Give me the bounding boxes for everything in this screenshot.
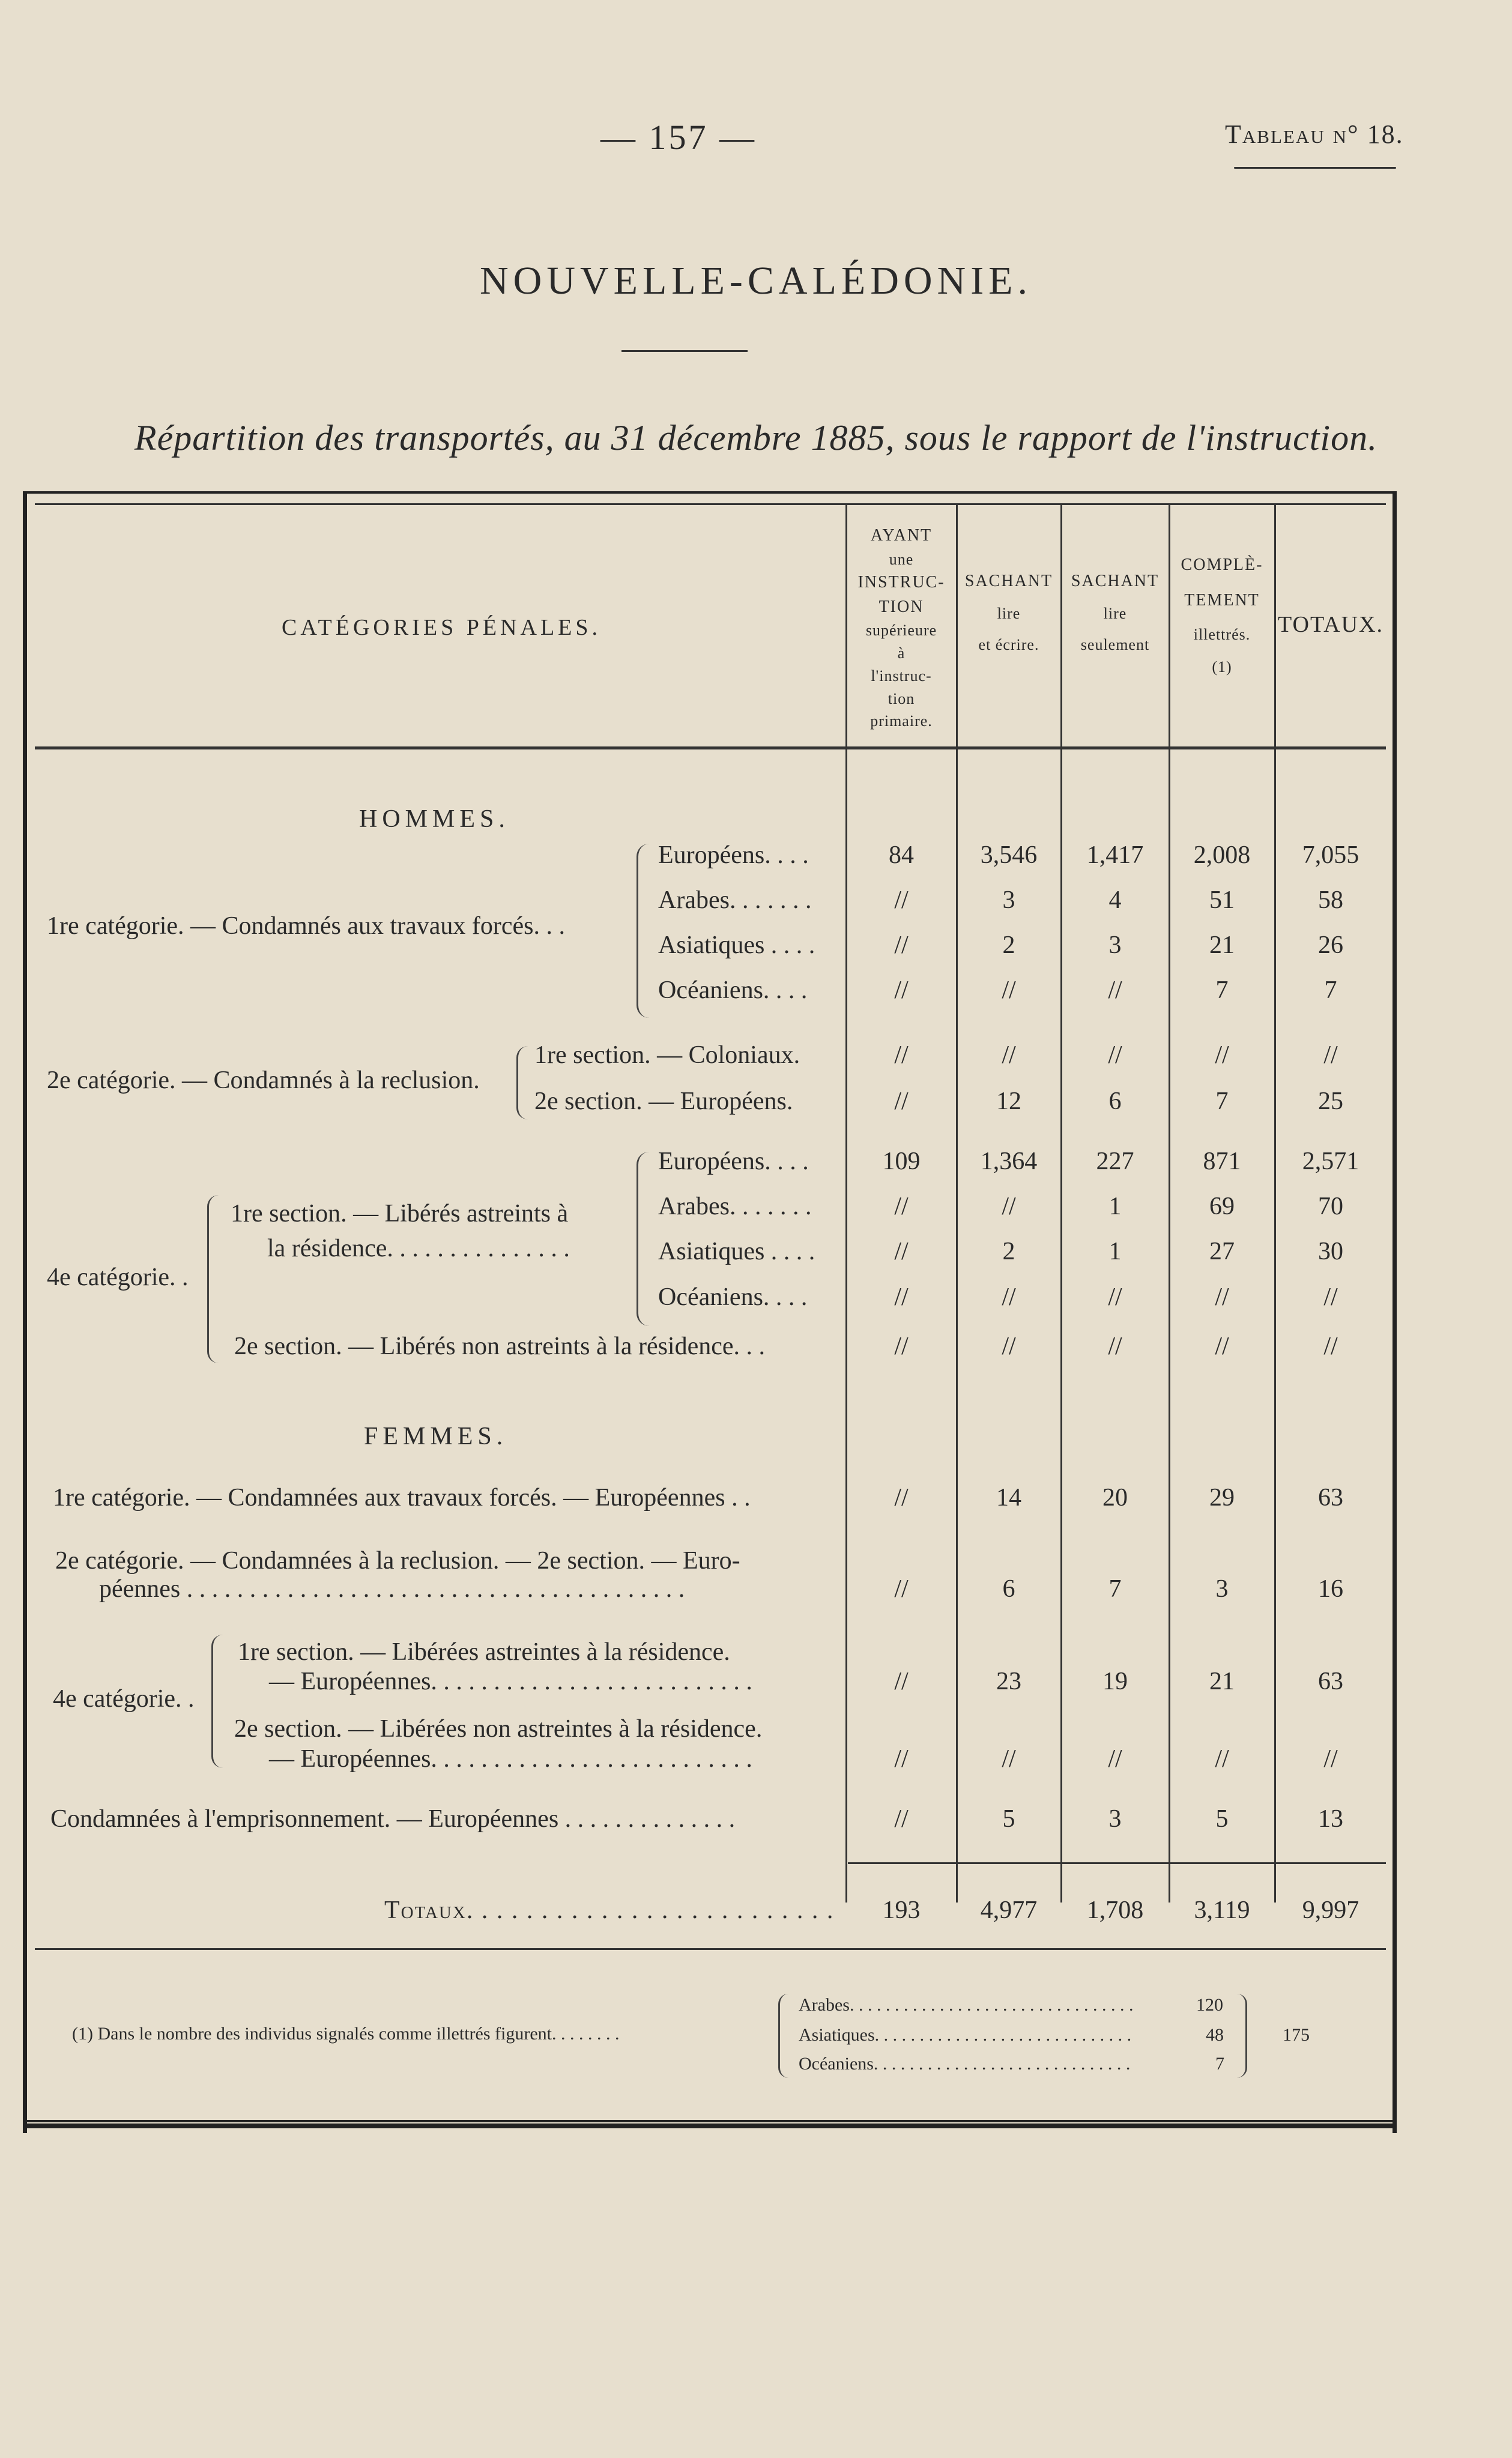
header-line: lire <box>997 605 1021 622</box>
table-cell: 6 <box>1002 1575 1015 1603</box>
table-cell: 25 <box>1318 1088 1343 1115</box>
header-line: COMPLÈ- <box>1181 555 1263 574</box>
footnote-item-label: Océaniens. . . . . . . . . . . . . . . . . . . . . . . . . . . . . <box>799 2054 1131 2074</box>
table-cell: 7 <box>1108 1575 1122 1603</box>
brace <box>211 1635 223 1768</box>
row-label-h1-arabes: Arabes. . . . . . . <box>658 886 812 914</box>
table-cell: 84 <box>889 841 914 869</box>
table-cell: 3 <box>1108 931 1122 959</box>
footnote-item-label: Asiatiques. . . . . . . . . . . . . . . . . . . . . . . . . . . . . <box>799 2025 1132 2045</box>
table-cell: 21 <box>1209 931 1235 959</box>
row-label-emprisonnement: Condamnées à l'emprisonnement. — Européennes . . . . . . . . . . . . . . <box>50 1805 736 1833</box>
table-cell: 13 <box>1318 1805 1343 1833</box>
table-cell: 12 <box>996 1088 1021 1115</box>
header-line: SACHANT <box>964 572 1053 590</box>
tableau-reference: Tableau n° 18. <box>1225 120 1404 149</box>
table-cell: // <box>1108 976 1122 1004</box>
table-cell: 4,977 <box>980 1896 1038 1924</box>
header-line: une <box>889 550 914 568</box>
table-cell: // <box>894 1193 909 1220</box>
row-label-h2-category: 2e catégorie. — Condamnés à la reclusion. <box>47 1067 480 1094</box>
table-cell: // <box>1215 1283 1229 1311</box>
table-cell: // <box>894 976 909 1004</box>
row-label-f4-section1-line1: 1re section. — Libérées astreintes à la résidence. <box>238 1638 730 1666</box>
table-cell: // <box>894 1088 909 1115</box>
table-cell: 16 <box>1318 1575 1343 1603</box>
row-label-f4-section2-line1: 2e section. — Libérées non astreintes à la résidence. <box>234 1715 763 1743</box>
row-label-h4-asiatiques: Asiatiques . . . . <box>658 1238 815 1265</box>
header-line: et écrire. <box>978 636 1039 653</box>
header-line: l'instruc- <box>871 667 932 685</box>
row-label-h4-section2: 2e section. — Libérés non astreints à la résidence. . . <box>234 1333 766 1360</box>
table-cell: // <box>1323 1745 1338 1773</box>
table-cell: // <box>894 931 909 959</box>
row-label-f2-line1: 2e catégorie. — Condamnées à la reclusion. — 2e section. — Euro- <box>55 1547 740 1575</box>
table-cell: 27 <box>1209 1238 1235 1265</box>
table-cell: // <box>1002 1333 1016 1360</box>
table-cell: 7 <box>1215 976 1229 1004</box>
table-cell: 2 <box>1002 1238 1015 1265</box>
row-label-h4-section1-line2: la résidence. . . . . . . . . . . . . . . <box>267 1235 570 1262</box>
page-subtitle: Répartition des transportés, au 31 décembre 1885, sous le rapport de l'instruction. <box>134 418 1378 458</box>
table-cell: // <box>1002 1041 1016 1069</box>
brace <box>637 1152 649 1326</box>
header-col-lire-seulement <box>1063 565 1167 661</box>
table-cell: 69 <box>1209 1193 1235 1220</box>
table-cell: // <box>894 886 909 914</box>
table-cell: // <box>894 1575 909 1603</box>
table-cell: // <box>1108 1283 1122 1311</box>
table-cell: 5 <box>1002 1805 1015 1833</box>
tableau-underline <box>1234 167 1396 169</box>
page-title: NOUVELLE-CALÉDONIE. <box>480 259 1032 303</box>
header-col-totaux: TOTAUX. <box>1278 612 1383 637</box>
table-cell: // <box>894 1745 909 1773</box>
table-cell: 29 <box>1209 1484 1235 1512</box>
header-line: seulement <box>1080 636 1150 653</box>
title-rule <box>621 350 748 352</box>
table-cell: // <box>1108 1745 1122 1773</box>
header-line: TEMENT <box>1184 590 1260 610</box>
table-cell: 19 <box>1102 1668 1128 1695</box>
table-cell: 23 <box>996 1668 1021 1695</box>
row-label-h4-europeens: Européens. . . . <box>658 1148 809 1175</box>
row-label-h4-category: 4e catégorie. . <box>47 1264 189 1291</box>
row-label-h4-oceaniens: Océaniens. . . . <box>658 1283 808 1311</box>
header-line: TION <box>878 597 924 616</box>
table-cell: 7 <box>1324 976 1337 1004</box>
table-cell: 871 <box>1203 1148 1241 1175</box>
table-cell: // <box>894 1333 909 1360</box>
table-cell: 2 <box>1002 931 1015 959</box>
table-cell: 3,119 <box>1194 1896 1250 1924</box>
table-cell: // <box>1002 1745 1016 1773</box>
table-cell: 7,055 <box>1302 841 1359 869</box>
table-cell: // <box>1215 1745 1229 1773</box>
table-cell: 63 <box>1318 1484 1343 1512</box>
table-cell: 3 <box>1002 886 1015 914</box>
footnote-text: (1) Dans le nombre des individus signalés comme illettrés figurent. . . . . . . . <box>72 2024 620 2044</box>
table-cell: 4 <box>1108 886 1122 914</box>
table-cell: // <box>894 1484 909 1512</box>
table-frame-bottom <box>23 2120 1397 2128</box>
table-cell: 3 <box>1215 1575 1229 1603</box>
totals-rule <box>848 1862 1386 1864</box>
table-cell: 1 <box>1108 1238 1122 1265</box>
footnote-total: 175 <box>1283 2025 1310 2045</box>
section-heading-hommes: HOMMES. <box>359 805 510 833</box>
table-cell: 227 <box>1096 1148 1134 1175</box>
table-cell: 30 <box>1318 1238 1343 1265</box>
table-cell: 2,571 <box>1302 1148 1359 1175</box>
table-bottom-rule <box>35 1948 1386 1950</box>
footnote-item-value: 48 <box>1206 2025 1224 2045</box>
row-label-h4-arabes: Arabes. . . . . . . <box>658 1193 812 1220</box>
row-label-h1-oceaniens: Océaniens. . . . <box>658 976 808 1004</box>
brace <box>1237 1994 1247 2078</box>
header-line: primaire. <box>870 712 933 730</box>
table-cell: 1,417 <box>1086 841 1144 869</box>
row-label-h2-section2: 2e section. — Européens. <box>534 1088 793 1115</box>
header-line: INSTRUC- <box>857 573 945 592</box>
table-cell: // <box>1323 1333 1338 1360</box>
table-cell: // <box>894 1041 909 1069</box>
header-line: illettrés. <box>1193 625 1251 643</box>
header-line: AYANT <box>870 526 933 545</box>
table-cell: 9,997 <box>1302 1896 1359 1924</box>
table-cell: // <box>1002 1283 1016 1311</box>
table-cell: 26 <box>1318 931 1343 959</box>
row-label-h4-section1-line1: 1re section. — Libérés astreints à <box>231 1200 569 1227</box>
table-cell: // <box>894 1668 909 1695</box>
header-bottom-rule <box>35 746 1386 749</box>
column-divider <box>1274 503 1276 1903</box>
table-cell: // <box>1002 976 1016 1004</box>
table-cell: // <box>894 1283 909 1311</box>
table-cell: 1 <box>1108 1193 1122 1220</box>
table-cell: 6 <box>1108 1088 1122 1115</box>
table-cell: 2,008 <box>1193 841 1251 869</box>
table-cell: // <box>1108 1333 1122 1360</box>
table-inner-top-rule <box>35 503 1386 505</box>
table-cell: // <box>1215 1333 1229 1360</box>
header-line: supérieure <box>865 622 937 640</box>
page-number: — 157 — <box>600 118 757 157</box>
column-divider <box>1169 503 1170 1903</box>
table-cell: 1,364 <box>980 1148 1038 1175</box>
column-divider <box>845 503 847 1903</box>
table-cell: // <box>894 1238 909 1265</box>
table-cell: 51 <box>1209 886 1235 914</box>
row-label-h1-category: 1re catégorie. — Condamnés aux travaux forcés. . . <box>47 912 566 940</box>
table-cell: 63 <box>1318 1668 1343 1695</box>
table-cell: // <box>1002 1193 1016 1220</box>
table-cell: 70 <box>1318 1193 1343 1220</box>
header-line: tion <box>888 689 915 707</box>
table-cell: 3,546 <box>980 841 1038 869</box>
row-label-f2-line2: péennes . . . . . . . . . . . . . . . . . . . . . . . . . . . . . . . . . . . . . . . . <box>99 1575 685 1603</box>
brace <box>637 844 649 1018</box>
section-heading-femmes: FEMMES. <box>364 1423 508 1450</box>
table-cell: // <box>894 1805 909 1833</box>
table-cell: 109 <box>882 1148 921 1175</box>
footnote-item-value: 120 <box>1196 1995 1223 2015</box>
row-label-f4-section1-line2: — Européennes. . . . . . . . . . . . . . . . . . . . . . . . . . <box>269 1668 752 1695</box>
table-cell: 1,708 <box>1086 1896 1144 1924</box>
footnote-item-value: 7 <box>1215 2054 1224 2074</box>
row-label-f4-category: 4e catégorie. . <box>53 1685 195 1713</box>
table-cell: 3 <box>1108 1805 1122 1833</box>
header-col-instruction-superieure <box>848 524 955 733</box>
row-label-f1: 1re catégorie. — Condamnées aux travaux forcés. — Européennes . . <box>53 1484 751 1512</box>
brace <box>516 1046 528 1119</box>
table-cell: 14 <box>996 1484 1021 1512</box>
table-cell: 7 <box>1215 1088 1229 1115</box>
footnote-item-label: Arabes. . . . . . . . . . . . . . . . . . . . . . . . . . . . . . . . <box>799 1995 1134 2015</box>
table-cell: 21 <box>1209 1668 1235 1695</box>
brace <box>207 1195 219 1363</box>
table-cell: 193 <box>882 1896 921 1924</box>
header-line: à <box>897 644 906 662</box>
row-label-h1-europeens: Européens. . . . <box>658 841 809 869</box>
row-label-f4-section2-line2: — Européennes. . . . . . . . . . . . . . . . . . . . . . . . . . <box>269 1745 752 1773</box>
row-label-h2-section1: 1re section. — Coloniaux. <box>534 1041 800 1069</box>
header-col-lire-ecrire <box>958 565 1059 661</box>
header-categories: CATÉGORIES PÉNALES. <box>281 615 602 640</box>
table-cell: 5 <box>1215 1805 1229 1833</box>
header-line: (1) <box>1212 658 1232 676</box>
header-line: SACHANT <box>1071 572 1160 590</box>
table-cell: // <box>1323 1041 1338 1069</box>
table-cell: // <box>1108 1041 1122 1069</box>
table-cell: 58 <box>1318 886 1343 914</box>
table-frame <box>23 491 1397 2133</box>
row-label-h1-asiatiques: Asiatiques . . . . <box>658 931 815 959</box>
column-divider <box>956 503 958 1903</box>
table-cell: // <box>1323 1283 1338 1311</box>
table-cell: 20 <box>1102 1484 1128 1512</box>
brace <box>778 1994 788 2078</box>
header-line: lire <box>1103 605 1127 622</box>
header-col-illettres <box>1171 548 1273 684</box>
table-cell: // <box>1215 1041 1229 1069</box>
column-divider <box>1060 503 1062 1903</box>
row-label-totaux: Totaux. . . . . . . . . . . . . . . . . . . . . . . . . <box>384 1896 835 1924</box>
